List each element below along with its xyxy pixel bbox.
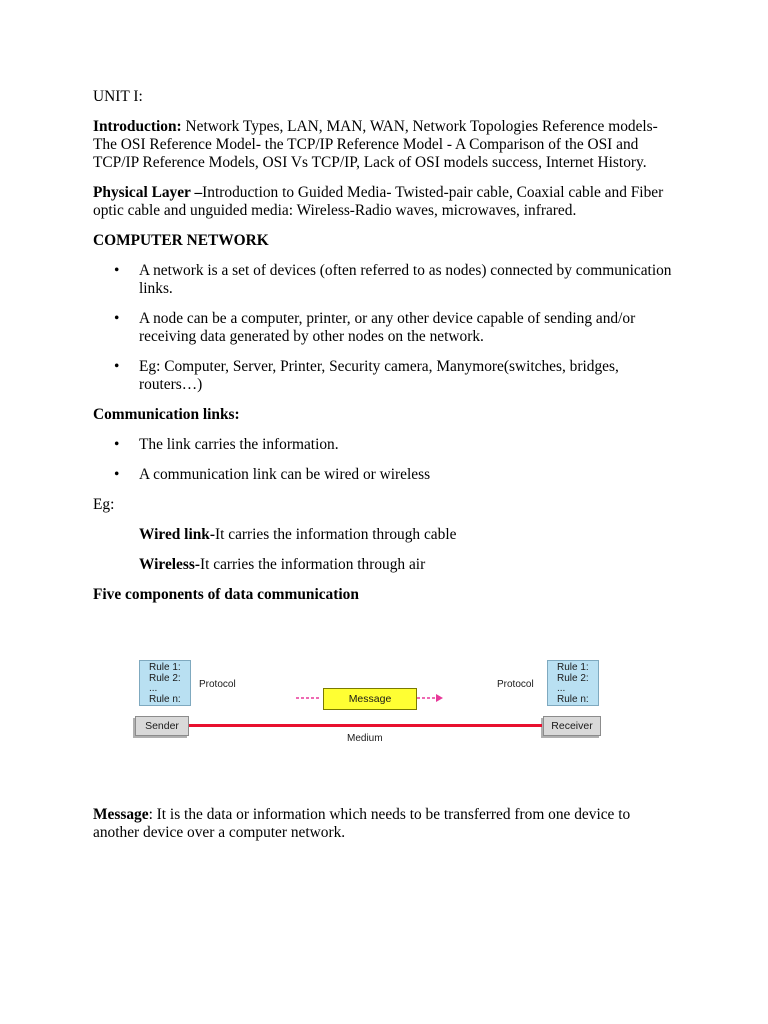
rule-text: ... (149, 683, 158, 694)
bullet-icon: • (114, 310, 120, 327)
wireless-label: Wireless- (139, 556, 200, 573)
medium-line (189, 724, 542, 727)
five-components-heading: Five components of data communication (93, 586, 359, 603)
bullet-icon: • (114, 436, 120, 453)
rule-text: Rule 1: (557, 662, 589, 673)
message-definition-text: : It is the data or information which needs to be transferred from one device to another device over a computer network. (93, 806, 631, 841)
sender-rules-box (139, 660, 191, 706)
communication-links-list (93, 436, 678, 484)
medium-label: Medium (347, 733, 383, 744)
list-item-text: The link carries the information. (139, 436, 339, 453)
message-arrow-icon (416, 690, 444, 706)
wireless-text: It carries the information through air (199, 556, 426, 573)
bullet-icon: • (114, 466, 120, 483)
sender-protocol-label: Protocol (199, 679, 236, 690)
bullet-icon: • (114, 262, 120, 279)
receiver-protocol-label: Protocol (497, 679, 534, 690)
list-item (93, 436, 678, 454)
intro-paragraph (93, 118, 678, 172)
rule-text: Rule 2: (149, 672, 181, 684)
list-item-text: A network is a set of devices (often referred to as nodes) connected by communication links. (139, 262, 672, 297)
intro-text: Network Types, LAN, MAN, WAN, Network Topologies Reference models- The OSI Reference Model- the TCP/IP Reference Model - A Comparison of the OSI and TCP/IP Reference Models, OSI Vs TCP/IP, Lack of OSI models success, Internet History. (93, 118, 658, 171)
rule-text: ... (557, 683, 566, 694)
eg-label: Eg: (93, 496, 115, 513)
computer-network-list (93, 262, 678, 394)
list-item (93, 466, 678, 484)
list-item-text: A node can be a computer, printer, or any other device capable of sending and/or receiving data generated by other nodes on the network. (139, 310, 636, 345)
physical-layer-paragraph (93, 184, 678, 220)
rule-text: Rule 2: (557, 672, 589, 684)
document-content (93, 88, 678, 854)
physical-layer-label: Physical Layer – (93, 184, 203, 201)
list-item (93, 358, 678, 394)
bullet-icon: • (114, 358, 120, 375)
list-item (93, 310, 678, 346)
wired-link-label: Wired link- (139, 526, 215, 543)
message-dash-icon (295, 690, 321, 706)
receiver-rules-box (547, 660, 599, 706)
physical-layer-text: Introduction to Guided Media- Twisted-pair cable, Coaxial cable and Fiber optic cable and unguided media: Wireless-Radio waves, microwaves, infrared. (93, 184, 664, 219)
message-box: Message (323, 688, 417, 710)
list-item (93, 262, 678, 298)
wireless-line (93, 556, 678, 574)
communication-links-heading: Communication links: (93, 406, 240, 423)
message-definition (93, 806, 678, 842)
rule-text: Rule 1: (149, 662, 181, 673)
data-communication-diagram (133, 660, 613, 760)
wired-link-text: It carries the information through cable (214, 526, 457, 543)
receiver-box: Receiver (543, 716, 601, 736)
wired-link-line (93, 526, 678, 544)
intro-label: Introduction: (93, 118, 182, 135)
list-item-text: A communication link can be wired or wireless (139, 466, 431, 483)
rule-text: Rule n: (557, 693, 589, 705)
message-definition-label: Message (93, 806, 149, 823)
list-item-text: Eg: Computer, Server, Printer, Security camera, Manymore(switches, bridges, routers…) (139, 358, 619, 393)
computer-network-heading: COMPUTER NETWORK (93, 232, 269, 249)
rule-text: Rule n: (149, 693, 181, 705)
unit-title: UNIT I: (93, 88, 143, 105)
sender-box: Sender (135, 716, 189, 736)
